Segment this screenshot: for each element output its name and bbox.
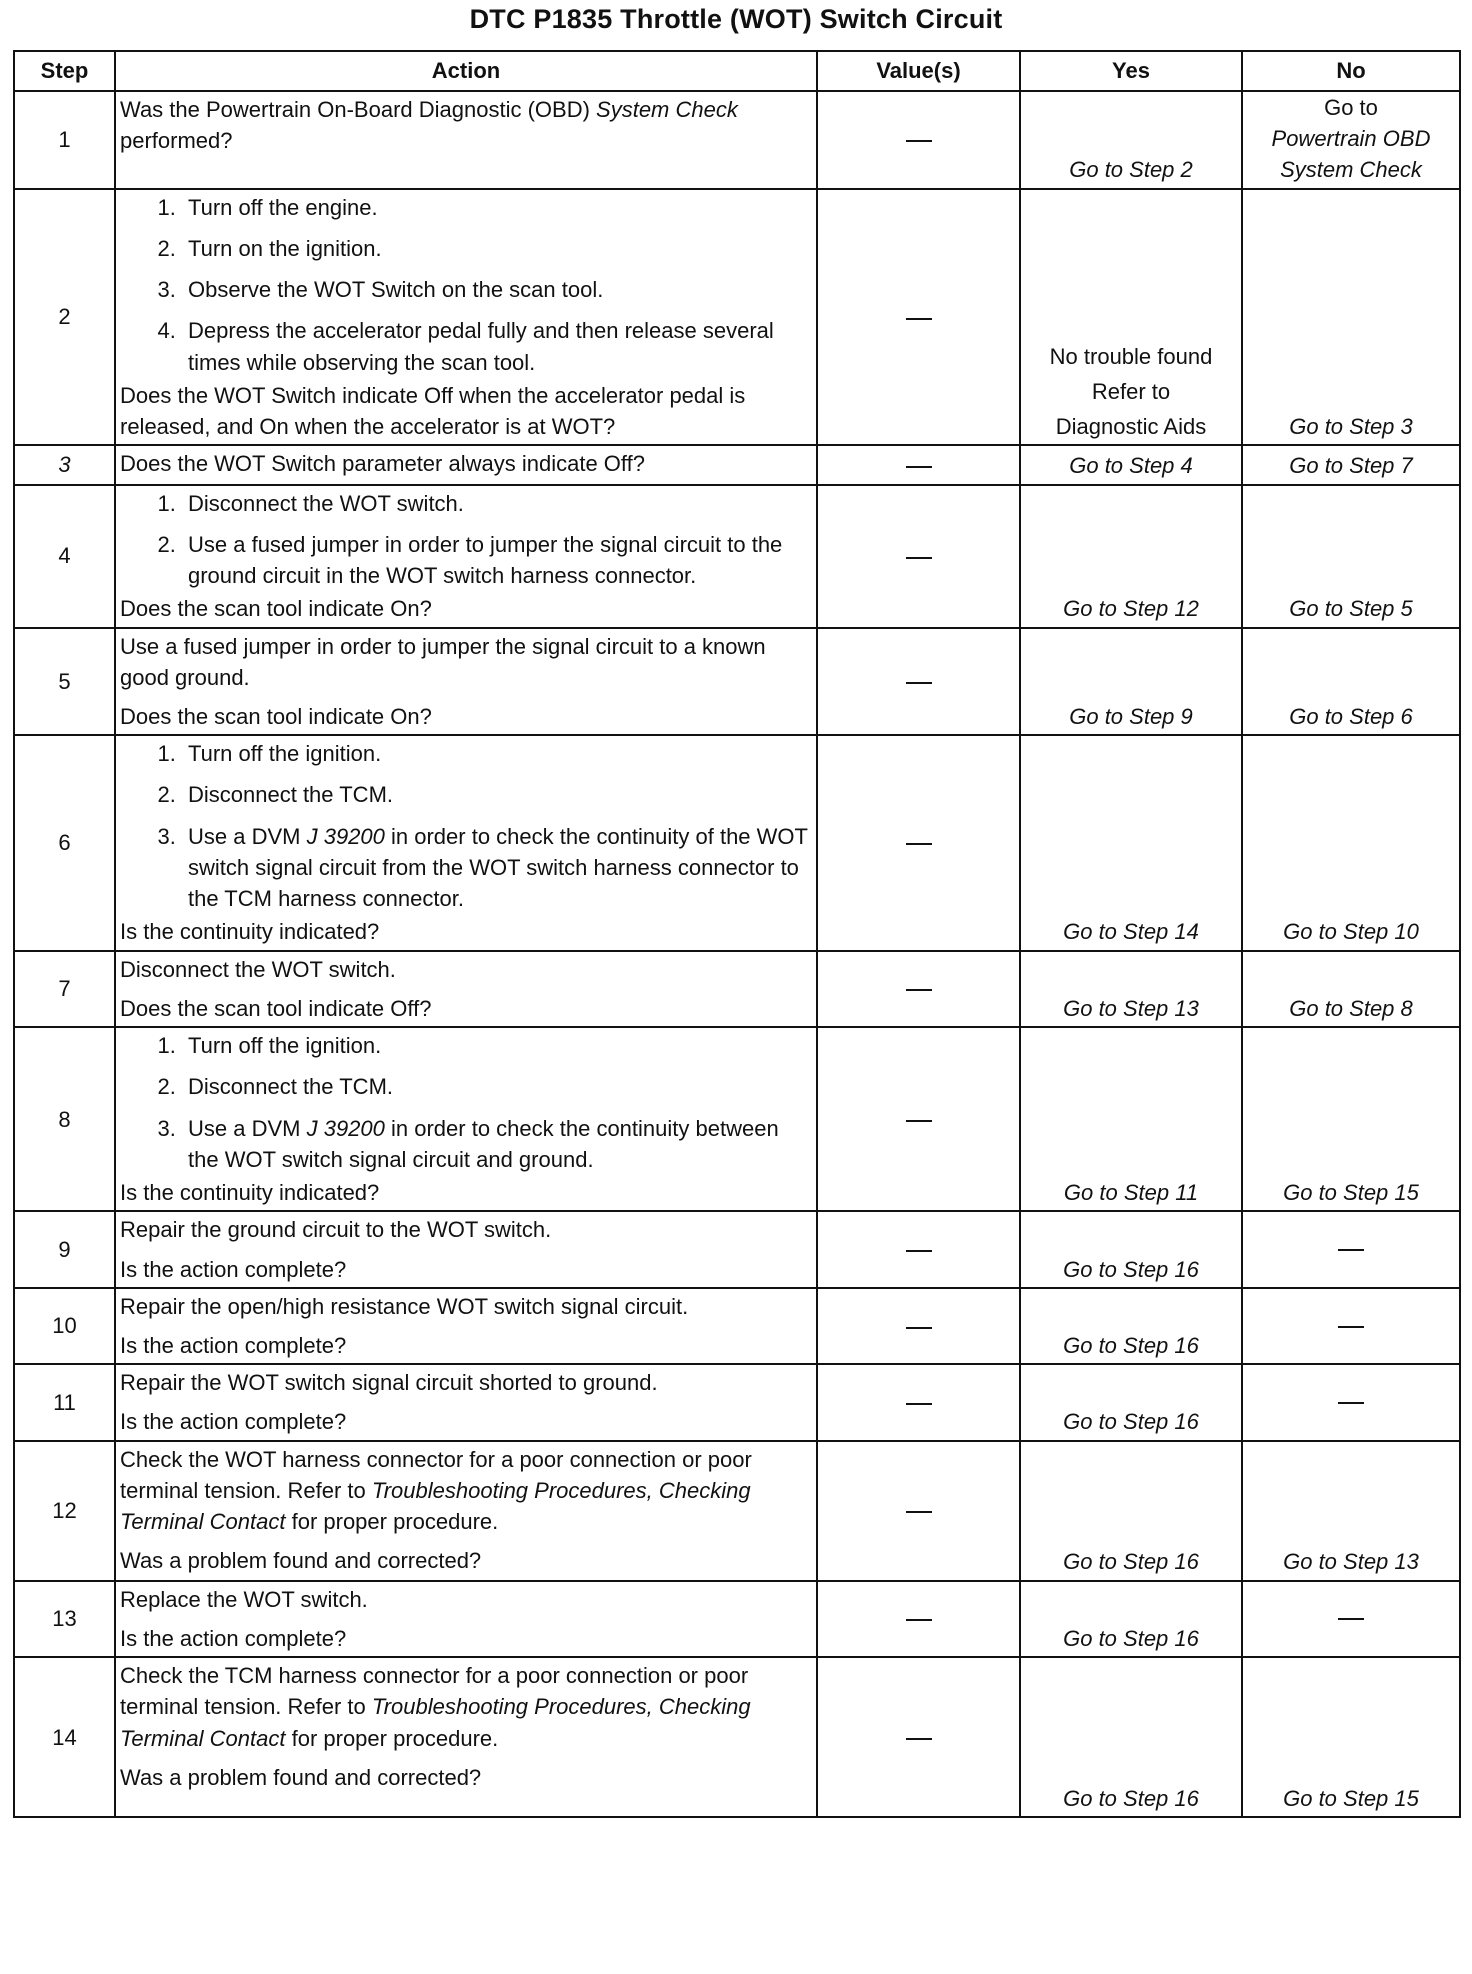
value-dash [906, 1619, 932, 1621]
yes-cell [1020, 445, 1242, 484]
no-dash [1338, 1402, 1364, 1404]
action-step-item: 1. Disconnect the WOT switch. [182, 488, 812, 519]
action-step-item: 2. Turn on the ignition. [182, 233, 812, 264]
no-cell [1242, 1288, 1460, 1364]
action-question: Is the action complete? [120, 1332, 347, 1358]
step-number: 2 [14, 189, 115, 446]
action-question: Is the action complete? [120, 1256, 347, 1282]
no-cell [1242, 951, 1460, 1027]
action-text: Disconnect the WOT switch. [120, 956, 396, 982]
yes-cell [1020, 1211, 1242, 1287]
no-cell [1242, 1581, 1460, 1657]
action-step-item: 1. Turn off the engine. [182, 192, 812, 223]
value-cell [817, 1288, 1020, 1364]
no-cell [1242, 1364, 1460, 1440]
table-header-row [14, 51, 1460, 91]
action-text: Does the WOT Switch parameter always indicate Off? [120, 451, 645, 477]
value-dash [906, 843, 932, 845]
action-steps-list [120, 738, 812, 914]
step-number: 12 [14, 1441, 115, 1581]
action-cell [115, 1288, 817, 1364]
yes-text: Go to Step 2 [1069, 157, 1193, 183]
yes-text: Go to Step 14 [1063, 919, 1199, 945]
action-question: Does the scan tool indicate On? [120, 703, 432, 729]
action-step-item: 2. Use a fused jumper in order to jumper the signal circuit to the ground circuit in the WOT switch harness connector. [182, 529, 812, 591]
step-number: 5 [14, 628, 115, 736]
action-cell [115, 485, 817, 628]
no-dash [1338, 1326, 1364, 1328]
step-number: 6 [14, 735, 115, 950]
no-text: Go to Step 7 [1289, 453, 1413, 479]
value-cell [817, 1581, 1020, 1657]
yes-text: Go to Step 12 [1063, 596, 1199, 622]
table-body [14, 91, 1460, 1817]
no-cell [1242, 189, 1460, 446]
yes-cell [1020, 1027, 1242, 1211]
no-cell [1242, 735, 1460, 950]
value-dash [906, 682, 932, 684]
value-dash [906, 140, 932, 142]
no-dash [1338, 1618, 1364, 1620]
yes-cell [1020, 1288, 1242, 1364]
table-row [14, 1288, 1460, 1364]
action-text: Check the WOT harness connector for a poor connection or poor terminal tension. Refer to Troubleshooting Procedures, Checking Terminal Contact for proper procedure. [120, 1446, 752, 1535]
value-cell [817, 628, 1020, 736]
table-row [14, 445, 1460, 484]
header-step: Step [14, 51, 115, 91]
action-question: Does the scan tool indicate On? [120, 596, 432, 622]
step-number: 7 [14, 951, 115, 1027]
diagnostic-table [13, 50, 1461, 1818]
no-cell [1242, 628, 1460, 736]
yes-text: Go to Step 4 [1069, 453, 1193, 479]
value-cell [817, 1027, 1020, 1211]
no-text: Go to Step 3 [1289, 414, 1413, 440]
yes-text: Go to Step 13 [1063, 995, 1199, 1021]
table-row [14, 951, 1460, 1027]
action-cell [115, 1364, 817, 1440]
no-text: Go to Step 15 [1283, 1785, 1419, 1811]
no-cell [1242, 1027, 1460, 1211]
action-question: Does the scan tool indicate Off? [120, 995, 432, 1021]
no-cell [1242, 1657, 1460, 1817]
value-dash [906, 1403, 932, 1405]
value-cell [817, 1441, 1020, 1581]
yes-text: Go to Step 16 [1063, 1332, 1199, 1358]
yes-cell [1020, 1657, 1242, 1817]
value-cell [817, 1211, 1020, 1287]
no-text: Go to Step 10 [1283, 919, 1419, 945]
action-cell [115, 951, 817, 1027]
table-row [14, 1364, 1460, 1440]
action-step-item: 2. Disconnect the TCM. [182, 1071, 812, 1102]
yes-text: Refer to [1091, 378, 1171, 404]
table-row [14, 1211, 1460, 1287]
action-step-item: 3. Use a DVM J 39200 in order to check the continuity between the WOT switch signal circuit and ground. [182, 1113, 812, 1175]
value-cell [817, 951, 1020, 1027]
action-question: Does the WOT Switch indicate Off when the accelerator pedal is released, and On when the accelerator is at WOT? [120, 382, 746, 440]
yes-text: No trouble found [1049, 343, 1213, 369]
action-cell [115, 1441, 817, 1581]
action-text: Use a fused jumper in order to jumper the signal circuit to a known good ground. [120, 633, 766, 690]
table-row [14, 628, 1460, 736]
value-dash [906, 1327, 932, 1329]
action-text: Check the TCM harness connector for a poor connection or poor terminal tension. Refer to Troubleshooting Procedures, Checking Terminal Contact for proper procedure. [120, 1663, 751, 1751]
yes-cell [1020, 1364, 1242, 1440]
no-cell [1242, 1211, 1460, 1287]
italic-reference: Troubleshooting Procedures, Checking Terminal Contact [120, 1477, 751, 1535]
header-no: No [1242, 51, 1460, 91]
value-dash [906, 466, 932, 468]
step-number: 10 [14, 1288, 115, 1364]
value-dash [906, 557, 932, 559]
yes-text: Diagnostic Aids [1055, 414, 1207, 440]
header-yes: Yes [1020, 51, 1242, 91]
action-question: Is the action complete? [120, 1625, 347, 1651]
step-number: 4 [14, 485, 115, 628]
action-steps-list [120, 192, 812, 378]
value-dash [906, 1120, 932, 1122]
step-number: 9 [14, 1211, 115, 1287]
action-text: Was the Powertrain On-Board Diagnostic (OBD) System Check performed? [120, 97, 738, 154]
table-row [14, 1027, 1460, 1211]
value-cell [817, 445, 1020, 484]
action-text: Replace the WOT switch. [120, 1586, 368, 1612]
action-steps-list [120, 488, 812, 592]
action-question: Was a problem found and corrected? [120, 1548, 482, 1574]
action-cell [115, 1581, 817, 1657]
action-question: Was a problem found and corrected? [120, 1764, 482, 1790]
action-text: Repair the open/high resistance WOT switch signal circuit. [120, 1293, 689, 1319]
value-cell [817, 1364, 1020, 1440]
action-cell [115, 735, 817, 950]
yes-text: Go to Step 11 [1063, 1180, 1199, 1206]
yes-cell [1020, 1581, 1242, 1657]
action-question: Is the action complete? [120, 1409, 347, 1435]
step-number: 8 [14, 1027, 115, 1211]
no-text: Go to Step 15 [1283, 1180, 1419, 1206]
page-title: DTC P1835 Throttle (WOT) Switch Circuit [469, 4, 1003, 34]
no-text: Go to Step 13 [1283, 1549, 1419, 1575]
no-cell [1242, 1441, 1460, 1581]
value-dash [906, 318, 932, 320]
no-text: Go to [1324, 95, 1378, 120]
table-row [14, 735, 1460, 950]
action-text: Repair the ground circuit to the WOT switch. [120, 1217, 552, 1243]
table-row [14, 485, 1460, 628]
action-step-item: 1. Turn off the ignition. [182, 738, 812, 769]
yes-text: Go to Step 16 [1063, 1256, 1199, 1282]
yes-cell [1020, 1441, 1242, 1581]
no-cell [1242, 91, 1460, 189]
value-dash [906, 989, 932, 991]
step-number: 14 [14, 1657, 115, 1817]
step-number: 13 [14, 1581, 115, 1657]
action-cell [115, 189, 817, 446]
action-question: Is the continuity indicated? [120, 919, 380, 945]
yes-text: Go to Step 16 [1063, 1785, 1199, 1811]
yes-cell [1020, 735, 1242, 950]
step-number: 3 [14, 445, 115, 484]
action-step-item: 3. Use a DVM J 39200 in order to check the continuity of the WOT switch signal circuit from the WOT switch harness connector to the TCM harness connector. [182, 821, 812, 915]
table-row [14, 91, 1460, 189]
italic-reference: Troubleshooting Procedures, Checking Terminal Contact [120, 1694, 751, 1751]
action-step-item: 1. Turn off the ignition. [182, 1030, 812, 1061]
header-action: Action [115, 51, 817, 91]
table-row [14, 189, 1460, 446]
no-text: Go to Step 6 [1289, 703, 1413, 729]
step-number: 1 [14, 91, 115, 189]
yes-text: Go to Step 16 [1063, 1549, 1199, 1575]
no-text: Powertrain OBD [1271, 126, 1431, 152]
action-question: Is the continuity indicated? [120, 1180, 380, 1206]
action-cell [115, 445, 817, 484]
action-cell [115, 628, 817, 736]
value-cell [817, 1657, 1020, 1817]
value-dash [906, 1738, 932, 1740]
italic-reference: J 39200 [306, 1115, 385, 1141]
yes-cell [1020, 628, 1242, 736]
yes-cell [1020, 189, 1242, 446]
yes-text: Go to Step 9 [1069, 703, 1193, 729]
action-cell [115, 1027, 817, 1211]
table-row [14, 1441, 1460, 1581]
italic-reference: J 39200 [306, 823, 385, 849]
italic-reference: System Check [596, 97, 738, 122]
value-cell [817, 485, 1020, 628]
yes-text: Go to Step 16 [1063, 1409, 1199, 1435]
action-steps-list [120, 1030, 812, 1175]
step-number: 11 [14, 1364, 115, 1440]
action-step-item: 3. Observe the WOT Switch on the scan tool. [182, 274, 812, 305]
no-text: Go to Step 8 [1289, 995, 1413, 1021]
yes-cell [1020, 951, 1242, 1027]
table-row [14, 1657, 1460, 1817]
yes-text: Go to Step 16 [1063, 1625, 1199, 1651]
yes-cell [1020, 91, 1242, 189]
value-cell [817, 735, 1020, 950]
value-cell [817, 91, 1020, 189]
header-values: Value(s) [817, 51, 1020, 91]
no-cell [1242, 445, 1460, 484]
no-cell [1242, 485, 1460, 628]
value-cell [817, 189, 1020, 446]
value-dash [906, 1511, 932, 1513]
action-step-item: 2. Disconnect the TCM. [182, 779, 812, 810]
action-cell [115, 1657, 817, 1817]
no-text: Go to Step 5 [1289, 596, 1413, 622]
yes-cell [1020, 485, 1242, 628]
table-row [14, 1581, 1460, 1657]
action-cell [115, 91, 817, 189]
no-text: System Check [1280, 157, 1422, 183]
value-dash [906, 1250, 932, 1252]
no-dash [1338, 1249, 1364, 1251]
action-step-item: 4. Depress the accelerator pedal fully and then release several times while observing the scan tool. [182, 315, 812, 377]
action-cell [115, 1211, 817, 1287]
action-text: Repair the WOT switch signal circuit shorted to ground. [120, 1370, 658, 1396]
